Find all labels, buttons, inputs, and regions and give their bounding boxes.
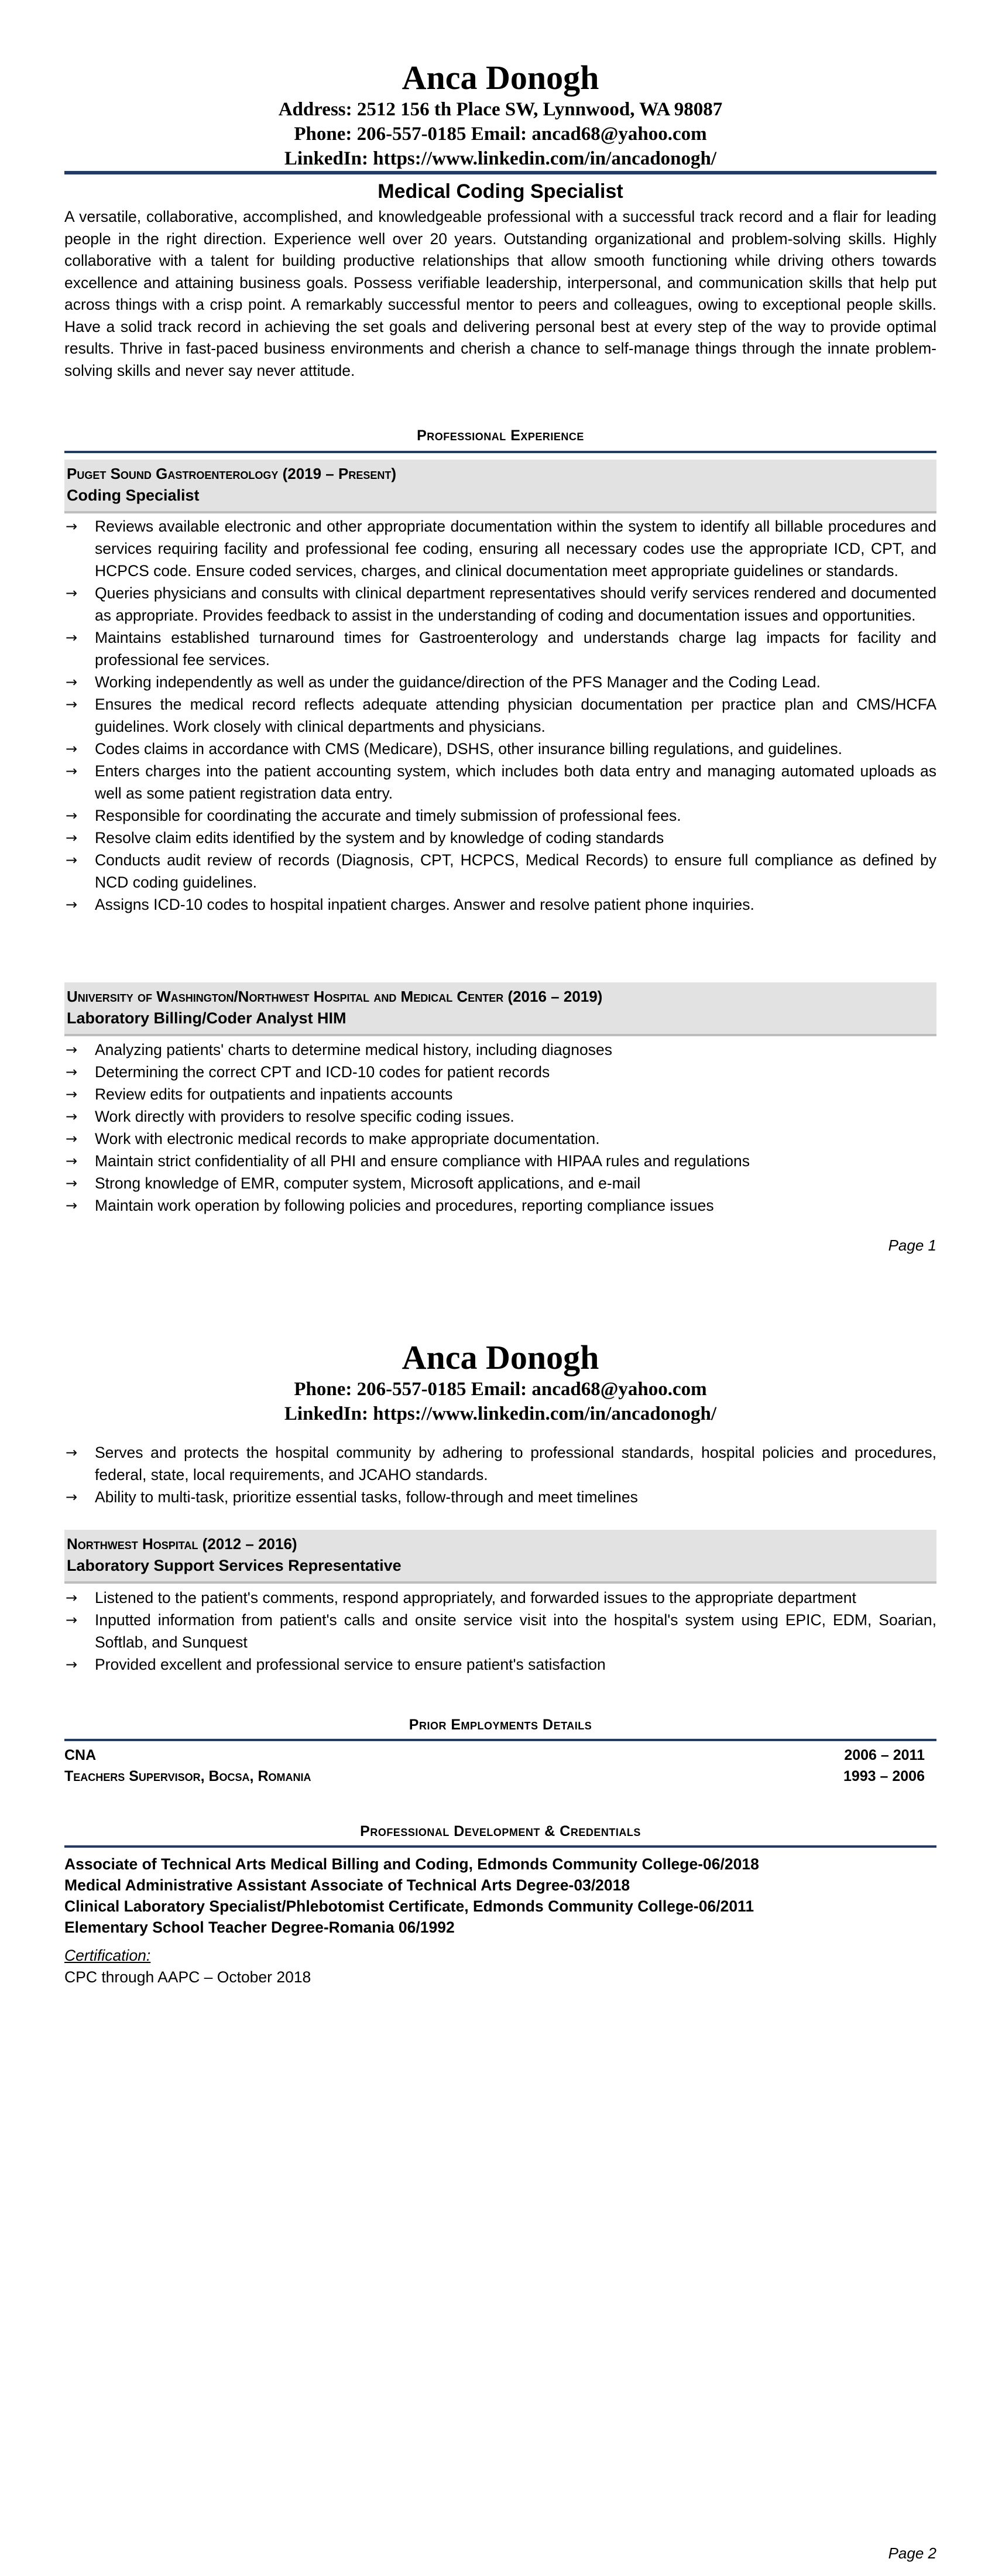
right-arrow-icon: → bbox=[66, 1656, 78, 1673]
page-number: Page 2 bbox=[888, 2544, 936, 2562]
list-item: → Working independently as well as under the guidance/direction of the PFS Manager and the Coding Lead. bbox=[64, 671, 936, 693]
certification-text: CPC through AAPC – October 2018 bbox=[64, 1968, 311, 1986]
phone-email-line: Phone: 206-557-0185 Email: ancad68@yahoo.com bbox=[294, 124, 707, 145]
list-item: → Strong knowledge of EMR, computer system, Microsoft applications, and e-mail bbox=[64, 1172, 936, 1194]
right-arrow-icon: → bbox=[66, 1197, 78, 1214]
job-role: Laboratory Billing/Coder Analyst HIM bbox=[67, 1009, 346, 1027]
section-divider-experience bbox=[64, 451, 936, 453]
right-arrow-icon: → bbox=[66, 696, 78, 712]
candidate-name: Anca Donogh bbox=[402, 1338, 599, 1376]
prior-role: CNA bbox=[64, 1747, 97, 1763]
job-employer: Puget Sound Gastroenterology (2019 – Present) bbox=[67, 465, 397, 482]
list-item: → Conducts audit review of records (Diagnosis, CPT, HCPCS, Medical Records) to ensure full compliance as defined by NCD coding guidelines. bbox=[64, 849, 936, 893]
list-item: → Review edits for outpatients and inpatients accounts bbox=[64, 1083, 936, 1105]
list-item: → Queries physicians and consults with clinical department representatives should verify services rendered and documented as appropriate. Provides feedback to assist in the understanding of coding and documentation issues and opportunities. bbox=[64, 582, 936, 626]
list-item: → Work with electronic medical records to make appropriate documentation. bbox=[64, 1128, 936, 1150]
credential-item: Associate of Technical Arts Medical Billing and Coding, Edmonds Community College-06/2018 bbox=[64, 1855, 759, 1873]
list-item: → Inputted information from patient's calls and onsite service visit into the hospital's system using EPIC, EDM, Soarian, Softlab, and Sunquest bbox=[64, 1609, 936, 1653]
linkedin-line: LinkedIn: https://www.linkedin.com/in/ancadonogh/ bbox=[284, 1403, 717, 1424]
page-number: Page 1 bbox=[888, 1236, 936, 1254]
prior-employment-row bbox=[64, 1766, 925, 1787]
prior-years: 2006 – 2011 bbox=[844, 1747, 925, 1763]
prior-employment-row bbox=[64, 1745, 925, 1766]
linkedin-line: LinkedIn: https://www.linkedin.com/in/ancadonogh/ bbox=[284, 148, 717, 169]
job-2-bullet-list-continued bbox=[64, 1441, 936, 1508]
job-3-bullet-list bbox=[64, 1587, 936, 1676]
right-arrow-icon: → bbox=[66, 1108, 78, 1125]
job-header-puget-sound bbox=[64, 460, 936, 513]
list-item: → Provided excellent and professional service to ensure patient's satisfaction bbox=[64, 1653, 936, 1676]
section-divider-prior-employment bbox=[64, 1739, 936, 1741]
list-item: → Maintain work operation by following policies and procedures, reporting compliance issues bbox=[64, 1194, 936, 1217]
summary-paragraph: A versatile, collaborative, accomplished, and knowledgeable professional with a successful track record and a flair for leading people in the right direction. Experience well over 20 years. Outstanding organizational and problem-solving skills. Highly collaborative with a talent for building productive relationships that allow smooth functioning while driving others towards excellence and attaining business goals. Possess verifiable leadership, interpersonal, and communication skills that help put across things with a crisp point. A remarkably successful mentor to peers and colleagues, owing to exceptional people skills. Have a solid track record in achieving the set goals and delivering personal best at every step of the way to provide optimal results. Thrive in fast-paced business environments and cherish a chance to self-manage things through the innate problem-solving skills and never say never attitude. bbox=[64, 208, 936, 379]
job-role: Laboratory Support Services Representative bbox=[67, 1557, 402, 1574]
section-divider-development bbox=[64, 1845, 936, 1848]
right-arrow-icon: → bbox=[66, 585, 78, 601]
list-item: → Analyzing patients' charts to determine medical history, including diagnoses bbox=[64, 1039, 936, 1061]
list-item: → Serves and protects the hospital community by adhering to professional standards, hospital policies and procedures, federal, state, local requirements, and JCAHO standards. bbox=[64, 1441, 936, 1486]
right-arrow-icon: → bbox=[66, 1153, 78, 1169]
right-arrow-icon: → bbox=[66, 741, 78, 757]
right-arrow-icon: → bbox=[66, 763, 78, 779]
job-employer: University of Washington/Northwest Hospital and Medical Center (2016 – 2019) bbox=[67, 988, 603, 1005]
right-arrow-icon: → bbox=[66, 1175, 78, 1191]
list-item: → Ensures the medical record reflects adequate attending physician documentation per practice plan and CMS/HCFA guidelines. Work closely with clinical departments and physicians. bbox=[64, 693, 936, 738]
address-line: Address: 2512 156 th Place SW, Lynnwood, WA 98087 bbox=[278, 99, 723, 120]
right-arrow-icon: → bbox=[66, 1131, 78, 1147]
credential-item: Clinical Laboratory Specialist/Phlebotomist Certificate, Edmonds Community College-06/2011 bbox=[64, 1897, 754, 1915]
certification-label: Certification: bbox=[64, 1947, 151, 1964]
list-item: → Responsible for coordinating the accurate and timely submission of professional fees. bbox=[64, 804, 936, 827]
header-divider bbox=[64, 171, 936, 174]
list-item: → Listened to the patient's comments, respond appropriately, and forwarded issues to the appropriate department bbox=[64, 1587, 936, 1609]
job-header-uw-northwest bbox=[64, 982, 936, 1036]
list-item: → Work directly with providers to resolve specific coding issues. bbox=[64, 1105, 936, 1128]
job-header-northwest-hospital bbox=[64, 1530, 936, 1584]
job-role: Coding Specialist bbox=[67, 487, 200, 504]
right-arrow-icon: → bbox=[66, 852, 78, 868]
list-item: → Determining the correct CPT and ICD-10 codes for patient records bbox=[64, 1061, 936, 1083]
prior-years: 1993 – 2006 bbox=[843, 1768, 925, 1784]
list-item: → Ability to multi-task, prioritize essential tasks, follow-through and meet timelines bbox=[64, 1486, 936, 1508]
right-arrow-icon: → bbox=[66, 807, 78, 824]
job-2-bullet-list bbox=[64, 1039, 936, 1217]
phone-email-line: Phone: 206-557-0185 Email: ancad68@yahoo.com bbox=[294, 1379, 707, 1400]
resume-header bbox=[64, 59, 936, 171]
job-1-bullet-list bbox=[64, 515, 936, 916]
list-item: → Reviews available electronic and other appropriate documentation within the system to identify all billable procedures and services requiring facility and professional fee coding, ensuring all necessary codes use the appropriate ICD, CPT, and HCPCS code. Ensure coded services, charges, and clinical documentation meet appropriate guidelines or standards. bbox=[64, 515, 936, 582]
right-arrow-icon: → bbox=[66, 1489, 78, 1505]
right-arrow-icon: → bbox=[66, 1086, 78, 1102]
section-title-prior-employment: Prior Employments Details bbox=[409, 1717, 592, 1733]
right-arrow-icon: → bbox=[66, 1590, 78, 1606]
right-arrow-icon: → bbox=[66, 830, 78, 846]
section-title-experience: Professional Experience bbox=[417, 427, 584, 444]
right-arrow-icon: → bbox=[66, 674, 78, 690]
right-arrow-icon: → bbox=[66, 896, 78, 913]
resume-page-2 bbox=[0, 1288, 995, 2576]
credential-item: Medical Administrative Assistant Associate of Technical Arts Degree-03/2018 bbox=[64, 1876, 630, 1894]
list-item: → Maintain strict confidentiality of all PHI and ensure compliance with HIPAA rules and regulations bbox=[64, 1150, 936, 1172]
resume-title: Medical Coding Specialist bbox=[378, 180, 623, 203]
right-arrow-icon: → bbox=[66, 1612, 78, 1628]
right-arrow-icon: → bbox=[66, 1064, 78, 1080]
list-item: → Assigns ICD-10 codes to hospital inpatient charges. Answer and resolve patient phone inquiries. bbox=[64, 893, 936, 916]
section-title-development: Professional Development & Credentials bbox=[360, 1823, 641, 1839]
list-item: → Enters charges into the patient accounting system, which includes both data entry and managing automated uploads as well as some patient registration data entry. bbox=[64, 760, 936, 804]
credentials-list bbox=[64, 1854, 936, 1938]
list-item: → Codes claims in accordance with CMS (Medicare), DSHS, other insurance billing regulations, and guidelines. bbox=[64, 738, 936, 760]
resume-header bbox=[64, 1338, 936, 1426]
job-employer: Northwest Hospital (2012 – 2016) bbox=[67, 1535, 297, 1553]
list-item: → Maintains established turnaround times for Gastroenterology and understands charge lag impacts for facility and professional fee services. bbox=[64, 626, 936, 671]
right-arrow-icon: → bbox=[66, 518, 78, 535]
candidate-name: Anca Donogh bbox=[402, 59, 599, 97]
list-item: → Resolve claim edits identified by the system and by knowledge of coding standards bbox=[64, 827, 936, 849]
prior-role: Teachers Supervisor, Bocsa, Romania bbox=[64, 1768, 311, 1784]
right-arrow-icon: → bbox=[66, 629, 78, 646]
right-arrow-icon: → bbox=[66, 1444, 78, 1461]
right-arrow-icon: → bbox=[66, 1042, 78, 1058]
credential-item: Elementary School Teacher Degree-Romania 06/1992 bbox=[64, 1919, 455, 1936]
